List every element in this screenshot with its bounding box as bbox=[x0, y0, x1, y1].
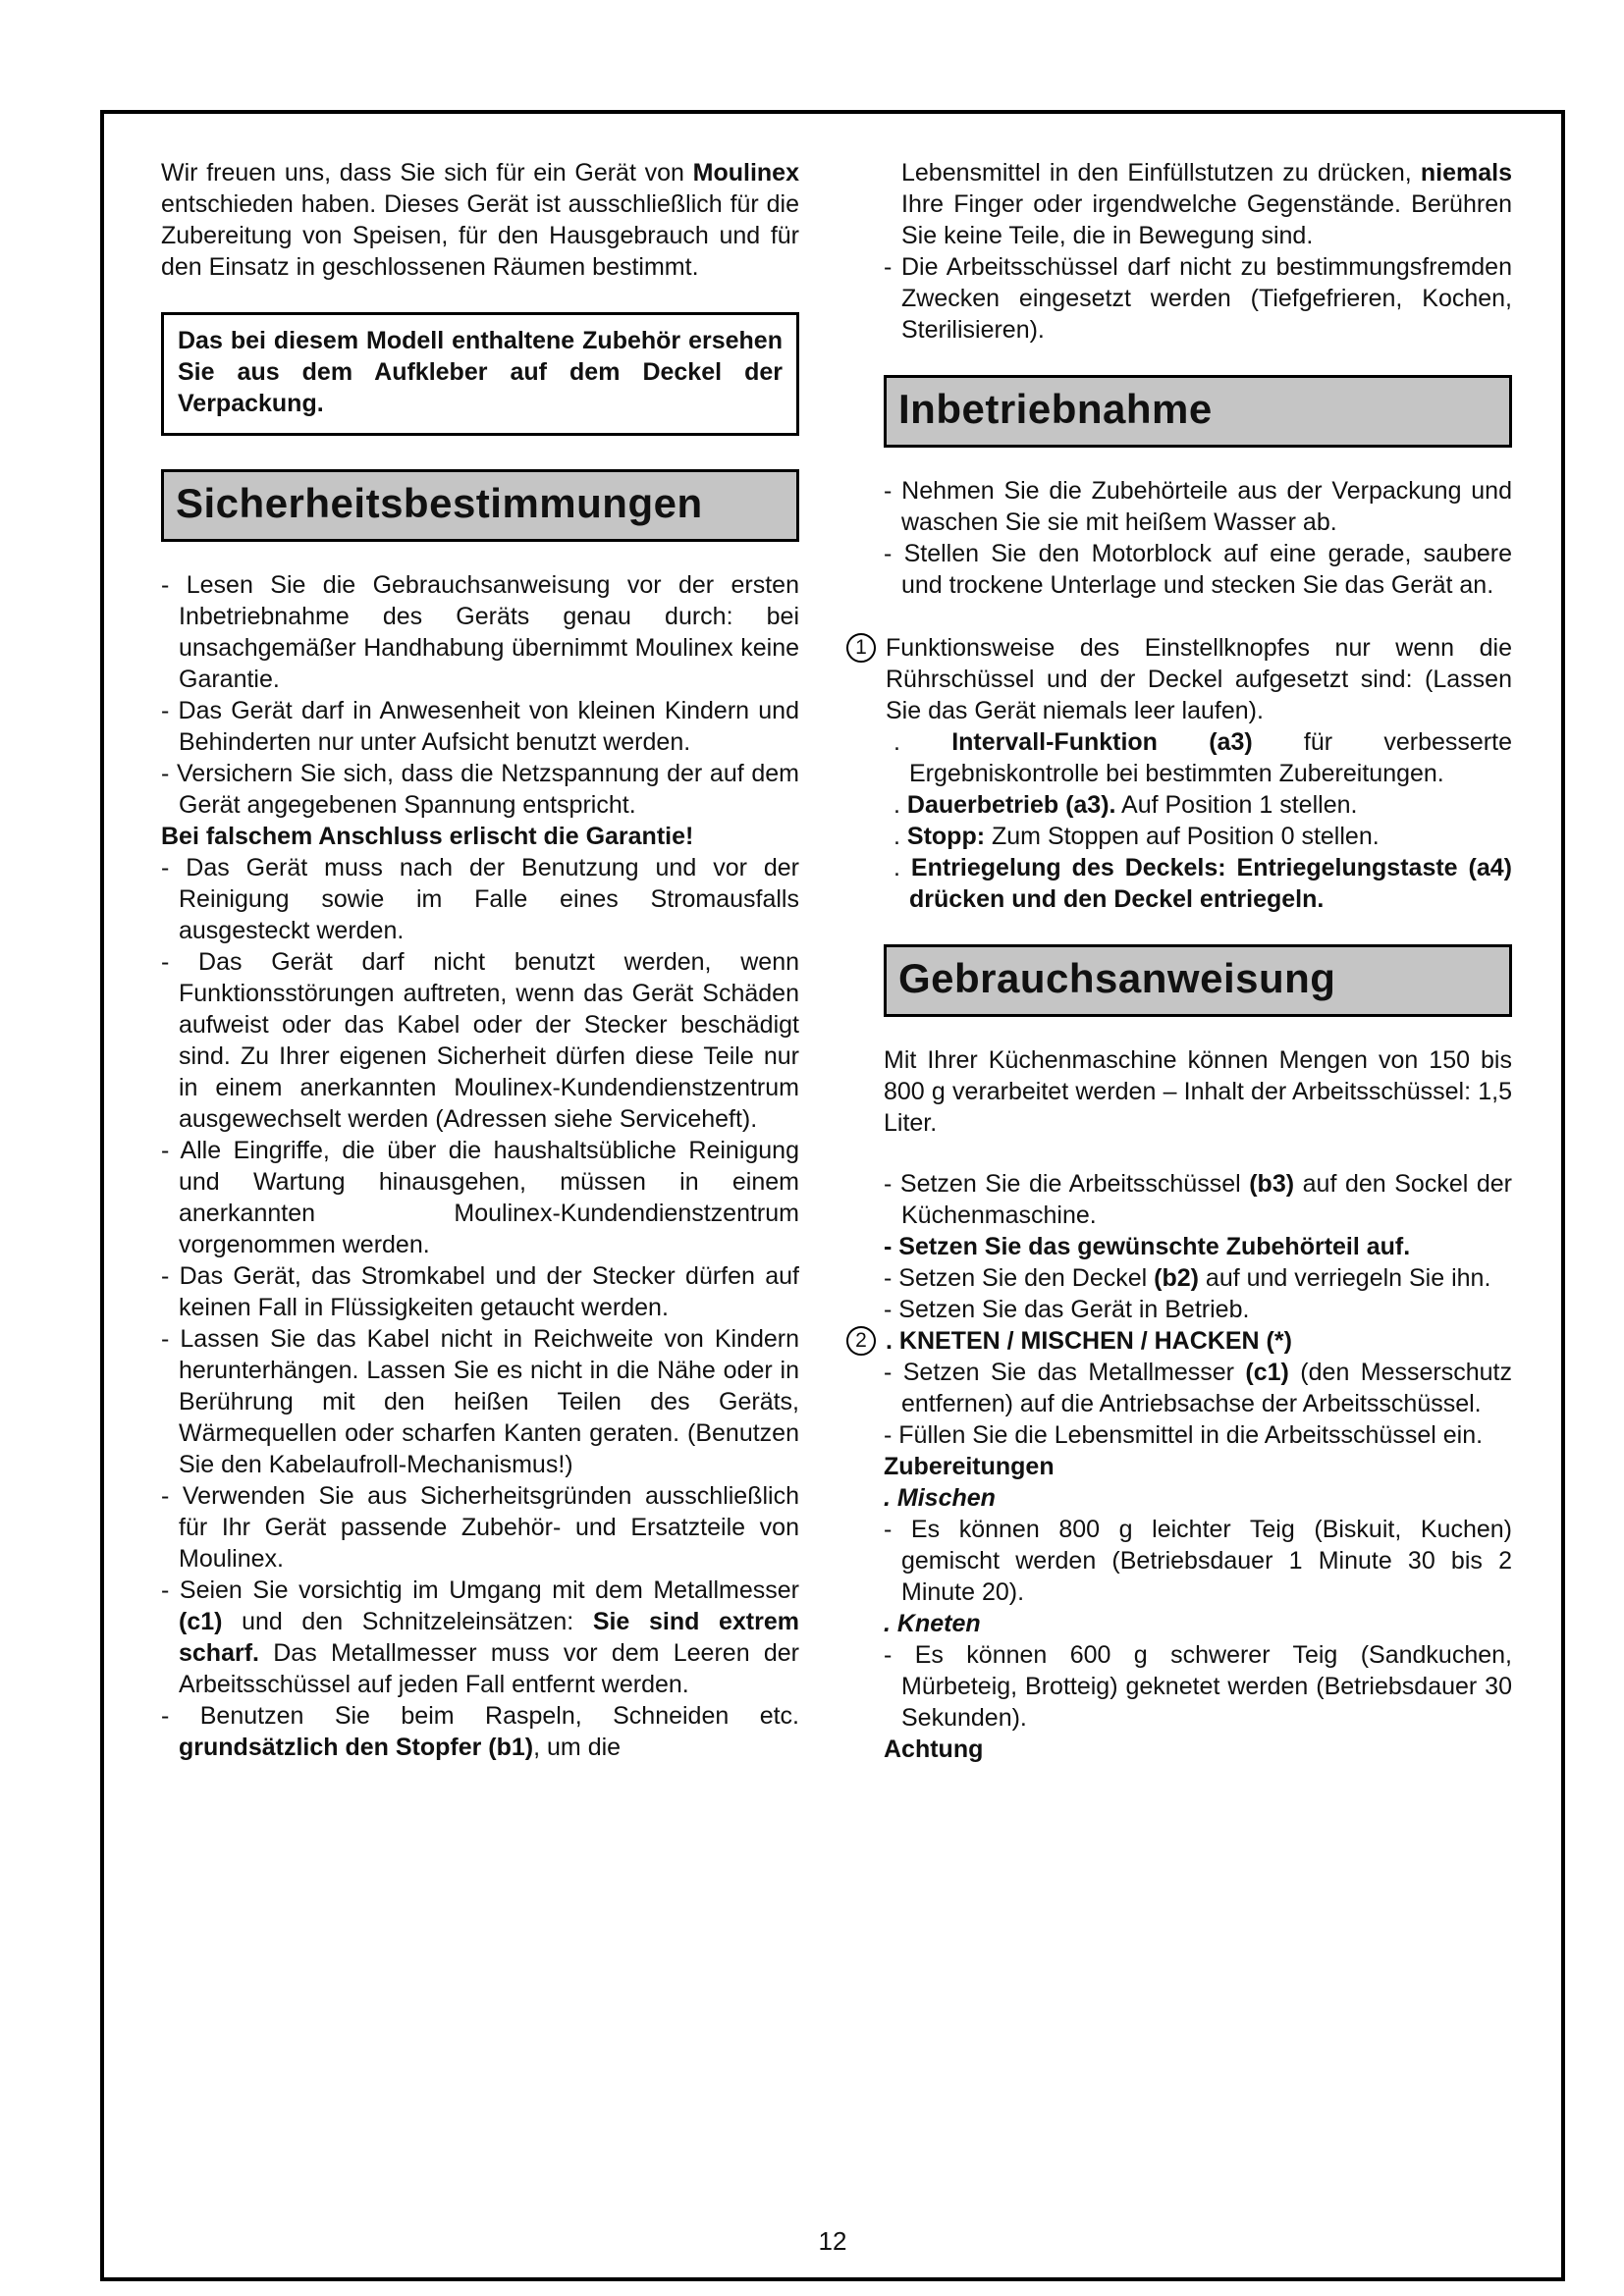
list-item bbox=[884, 1419, 1512, 1451]
achtung-heading bbox=[884, 1734, 1512, 1765]
list-item bbox=[161, 1480, 799, 1575]
text-run: - Alle Eingriffe, die über die haushaltsübliche Reinigung und Wartung hinausgehen, müssen in einem anerkannten Moulinex-Kundendienstzentrum vorgenommen werden. bbox=[161, 1137, 799, 1258]
list-item bbox=[161, 1323, 799, 1480]
text-run: (b3) bbox=[1249, 1170, 1295, 1198]
text-run: Sie sind extrem scharf. bbox=[179, 1608, 799, 1667]
text-run: - Lesen Sie die Gebrauchsanweisung vor der ersten Inbetriebnahme des Geräts genau durch: bei unsachgemäßer Handhabung übernimmt Moulinex keine Garantie. bbox=[161, 571, 799, 693]
text-run: (c1) bbox=[1245, 1359, 1289, 1386]
text-run: (b2) bbox=[1154, 1264, 1199, 1292]
text-run: Intervall-Funktion (a3) bbox=[951, 728, 1253, 756]
text-run: . KNETEN / MISCHEN / HACKEN (*) bbox=[886, 1327, 1292, 1355]
left-column bbox=[161, 157, 799, 1765]
text-run: Mit Ihrer Küchenmaschine können Mengen von 150 bis 800 g verarbeitet werden – Inhalt der Arbeitsschüssel: 1,5 Liter. bbox=[884, 1046, 1512, 1137]
text-run: - Nehmen Sie die Zubehörteile aus der Verpackung und waschen Sie sie mit heißem Wasser ab. bbox=[884, 477, 1512, 536]
list-item bbox=[884, 1294, 1512, 1325]
kneten-heading bbox=[884, 1608, 1512, 1639]
section-header-inbetriebnahme bbox=[884, 375, 1512, 448]
zubereitungen-heading bbox=[884, 1451, 1512, 1482]
list-item bbox=[884, 251, 1512, 346]
circled-number-2-icon: 2 bbox=[846, 1326, 876, 1356]
text-run: Moulinex bbox=[692, 159, 799, 187]
page-number: 12 bbox=[818, 2226, 847, 2256]
page-frame bbox=[100, 110, 1565, 2281]
text-run: grundsätzlich den Stopfer (b1) bbox=[179, 1734, 534, 1761]
text-run: für verbesserte Ergebniskontrolle bei bestimmten Zubereitungen. bbox=[909, 728, 1512, 787]
text-run: - Lassen Sie das Kabel nicht in Reichweite von Kindern herunterhängen. Lassen Sie es nicht in die Nähe oder in Berührung mit den heißen Teilen des Geräts, Wärmequellen oder scharfen Kanten geraten. (Benutzen Sie den Kabelaufroll-Mechanismus!) bbox=[161, 1325, 799, 1478]
text-run: auf den Sockel der Küchenmaschine. bbox=[901, 1170, 1513, 1229]
text-run: Bei falschem Anschluss erlischt die Garantie! bbox=[161, 823, 694, 850]
text-run: - Setzen Sie den Deckel bbox=[884, 1264, 1155, 1292]
text-run: Lebensmittel in den Einfüllstutzen zu drücken, bbox=[901, 159, 1421, 187]
text-run: (c1) bbox=[179, 1608, 223, 1635]
numbered-item-1 bbox=[855, 632, 1512, 726]
page-footer bbox=[104, 2226, 1561, 2256]
text-run: Auf Position 1 stellen. bbox=[1115, 791, 1358, 819]
mischen-heading bbox=[884, 1482, 1512, 1514]
sub-item bbox=[893, 726, 1512, 789]
list-item bbox=[161, 1575, 799, 1700]
list-item bbox=[884, 1357, 1512, 1419]
text-run: Dauerbetrieb (a3). bbox=[906, 791, 1116, 819]
list-item bbox=[884, 1231, 1512, 1262]
text-run: auf und verriegeln Sie ihn. bbox=[1198, 1264, 1491, 1292]
section-title: Inbetriebnahme bbox=[898, 386, 1213, 432]
text-run: Das bei diesem Modell enthaltene Zubehör ersehen Sie aus dem Aufkleber auf dem Deckel der Verpackung. bbox=[178, 327, 783, 417]
text-run: - Stellen Sie den Motorblock auf eine gerade, saubere und trockene Unterlage und stecken Sie das Gerät an. bbox=[884, 540, 1512, 599]
list-item bbox=[884, 1514, 1512, 1608]
sub-item bbox=[893, 789, 1512, 821]
text-run: - Verwenden Sie aus Sicherheitsgründen ausschließlich für Ihr Gerät passende Zubehör- und Ersatzteile von Moulinex. bbox=[161, 1482, 799, 1573]
text-run: - Das Gerät darf nicht benutzt werden, wenn Funktionsstörungen auftreten, wenn das Gerät Schäden aufweist oder das Kabel oder der Stecker beschädigt sind. Zu Ihrer eigenen Sicherheit dürfen diese Teile nur in einem anerkannten Moulinex-Kundendienstzentrum ausgewechselt werden (Adressen siehe Serviceheft). bbox=[161, 948, 799, 1133]
text-run: - Seien Sie vorsichtig im Umgang mit dem Metallmesser bbox=[161, 1576, 799, 1604]
right-column bbox=[855, 157, 1513, 1765]
text-run: Das Metallmesser muss vor dem Leeren der Arbeitsschüssel auf jeden Fall entfernt werden. bbox=[179, 1639, 799, 1698]
text-run: (den Messerschutz entfernen) auf die Antriebsachse der Arbeitsschüssel. bbox=[901, 1359, 1512, 1417]
text-run: Achtung bbox=[884, 1735, 984, 1763]
text-run: - Die Arbeitsschüssel darf nicht zu bestimmungsfremden Zwecken eingesetzt werden (Tiefgefrieren, Kochen, Sterilisieren). bbox=[884, 253, 1512, 344]
text-run: - Versichern Sie sich, dass die Netzspannung der auf dem Gerät angegebenen Spannung entspricht. bbox=[161, 760, 799, 819]
text-run: - Setzen Sie das gewünschte Zubehörteil auf. bbox=[884, 1233, 1411, 1260]
text-run: - Setzen Sie die Arbeitsschüssel bbox=[884, 1170, 1250, 1198]
text-run: - Setzen Sie das Metallmesser bbox=[884, 1359, 1246, 1386]
continued-paragraph bbox=[884, 157, 1512, 251]
section-header-gebrauchsanweisung bbox=[884, 944, 1512, 1017]
list-item bbox=[161, 946, 799, 1135]
text-run: Funktionsweise des Einstellknopfes nur wenn die Rührschüssel und der Deckel aufgesetzt sind: (Lassen Sie das Gerät niemals leer laufen). bbox=[886, 634, 1512, 724]
text-run: Zum Stoppen auf Position 0 stellen. bbox=[985, 823, 1380, 850]
section-title: Sicherheitsbestimmungen bbox=[176, 480, 703, 526]
list-item bbox=[884, 1639, 1512, 1734]
text-run: . bbox=[893, 728, 952, 756]
text-run: . Mischen bbox=[884, 1484, 996, 1512]
text-run: - Es können 600 g schwerer Teig (Sandkuchen, Mürbeteig, Brotteig) geknetet werden (Betriebsdauer 30 Sekunden). bbox=[884, 1641, 1512, 1732]
text-run: Zubereitungen bbox=[884, 1453, 1055, 1480]
text-run: . bbox=[893, 854, 911, 881]
paragraph bbox=[884, 1044, 1512, 1139]
text-run: . bbox=[893, 791, 907, 819]
text-run: - Setzen Sie das Gerät in Betrieb. bbox=[884, 1296, 1250, 1323]
numbered-item-2 bbox=[855, 1325, 1512, 1357]
text-run: und den Schnitzeleinsätzen: bbox=[222, 1608, 593, 1635]
text-run: niemals bbox=[1420, 159, 1512, 187]
text-run: - Das Gerät muss nach der Benutzung und vor der Reinigung sowie im Falle eines Stromausfalls ausgesteckt werden. bbox=[161, 854, 799, 944]
text-run: entschieden haben. Dieses Gerät ist ausschließlich für die Zubereitung von Speisen, für den Hausgebrauch und für den Einsatz in geschlossenen Räumen bestimmt. bbox=[161, 190, 799, 281]
circled-number-1-icon: 1 bbox=[846, 633, 876, 663]
text-run: Entriegelung des Deckels: Entriegelungstaste (a4) drücken und den Deckel entriegeln. bbox=[909, 854, 1512, 913]
list-item bbox=[161, 758, 799, 821]
section-header-sicherheitsbestimmungen bbox=[161, 469, 799, 542]
sub-item bbox=[893, 821, 1512, 852]
list-item bbox=[161, 1260, 799, 1323]
text-run: - Es können 800 g leichter Teig (Biskuit, Kuchen) gemischt werden (Betriebsdauer 1 Minute 30 bis 2 Minute 20). bbox=[884, 1516, 1512, 1606]
list-item bbox=[161, 1700, 799, 1763]
text-run: - Benutzen Sie beim Raspeln, Schneiden etc. bbox=[161, 1702, 799, 1730]
text-run: - Das Gerät darf in Anwesenheit von kleinen Kindern und Behinderten nur unter Aufsicht benutzt werden. bbox=[161, 697, 799, 756]
intro-paragraph bbox=[161, 157, 799, 283]
list-item bbox=[884, 475, 1512, 538]
list-item bbox=[161, 852, 799, 946]
text-run: Wir freuen uns, dass Sie sich für ein Gerät von bbox=[161, 159, 693, 187]
list-item bbox=[884, 1168, 1512, 1231]
two-column-layout bbox=[104, 114, 1561, 1765]
list-item bbox=[884, 538, 1512, 601]
text-run: - Das Gerät, das Stromkabel und der Stecker dürfen auf keinen Fall in Flüssigkeiten getaucht werden. bbox=[161, 1262, 799, 1321]
sub-item bbox=[893, 852, 1512, 915]
list-item bbox=[884, 1262, 1512, 1294]
text-run: - Füllen Sie die Lebensmittel in die Arbeitsschüssel ein. bbox=[884, 1421, 1484, 1449]
text-run: Ihre Finger oder irgendwelche Gegenstände. Berühren Sie keine Teile, die in Bewegung sind. bbox=[901, 190, 1512, 249]
text-run: . bbox=[893, 823, 907, 850]
list-item bbox=[161, 569, 799, 695]
accessories-notice-box bbox=[161, 312, 799, 436]
text-run: . Kneten bbox=[884, 1610, 981, 1637]
warranty-warning-line bbox=[161, 821, 799, 852]
section-title: Gebrauchsanweisung bbox=[898, 955, 1336, 1001]
text-run: Stopp: bbox=[906, 823, 986, 850]
list-item bbox=[161, 1135, 799, 1260]
text-run: , um die bbox=[533, 1734, 622, 1761]
list-item bbox=[161, 695, 799, 758]
